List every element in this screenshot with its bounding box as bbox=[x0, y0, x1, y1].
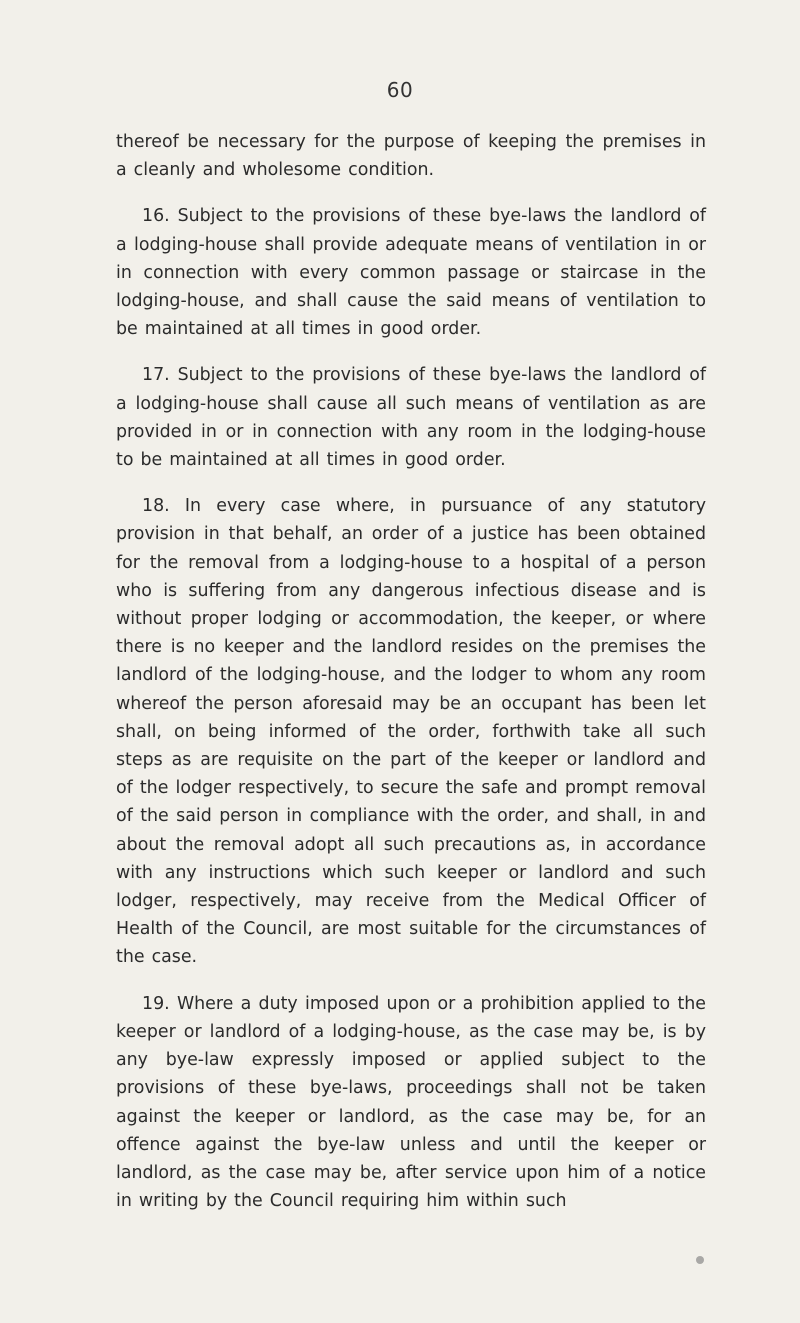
body-text bbox=[116, 128, 706, 1233]
paragraph-text: thereof be necessary for the purpose of keeping the premises in a cleanly and wholesome condition. bbox=[116, 132, 706, 181]
page-number: 60 bbox=[386, 78, 414, 102]
paragraph-number: 19. bbox=[142, 993, 170, 1014]
ink-dot-mark bbox=[696, 1256, 704, 1264]
paragraph-16 bbox=[116, 202, 706, 343]
paragraph-number: 16. bbox=[142, 206, 170, 227]
paragraph-17 bbox=[116, 361, 706, 474]
paragraph-text: Subject to the provisions of these bye-laws the landlord of a lodging-house shall cause all such means of ventilation as are provided in or in connection with any room in the lodging-house to be maintained at all times in good order. bbox=[116, 365, 707, 471]
paragraph-19 bbox=[116, 990, 706, 1216]
paragraph-text: Where a duty imposed upon or a prohibition applied to the keeper or landlord of a lodging-house, as the case may be, is by any bye-law expressly imposed or applied subject to the provisions of these bye-laws, proceedings shall not be taken against the keeper or landlord, as the case may be, for an offence against the bye-law unless and until the keeper or landlord, as the case may be, after service upon him of a notice in writing by the Council requiring him within such bbox=[116, 993, 706, 1212]
paragraph-number: 17. bbox=[142, 365, 170, 386]
paragraph-continuation bbox=[116, 128, 706, 184]
paragraph-18 bbox=[116, 492, 706, 971]
paragraph-number: 18. bbox=[142, 496, 170, 517]
paragraph-text: Subject to the provisions of these bye-laws the landlord of a lodging-house shall provide adequate means of ventilation in or in connection with every common passage or staircase in the lodging-house, and shall cause the said means of ventilation to be maintained at all times in good order. bbox=[116, 206, 707, 340]
paragraph-text: In every case where, in pursuance of any statutory provision in that behalf, an order of a justice has been obtained for the removal from a lodging-house to a hospital of a person who is suffering from any dangerous infectious disease and is without proper lodging or accommodation, the keeper, or where there is no keeper and the landlord resides on the premises the landlord of the lodging-house, and the lodger to whom any room whereof the person aforesaid may be an occupant has been let shall, on being informed of the order, forthwith take all such steps as are requisite on the part of the keeper or landlord and of the lodger respectively, to secure the safe and prompt removal of the said person in compliance with the order, and shall, in and about the removal adopt all such precautions as, in accordance with any instructions which such keeper or landlord and such lodger, respectively, may receive from the Medical Officer of Health of the Council, are most suitable for the circumstances of the case. bbox=[116, 496, 706, 968]
